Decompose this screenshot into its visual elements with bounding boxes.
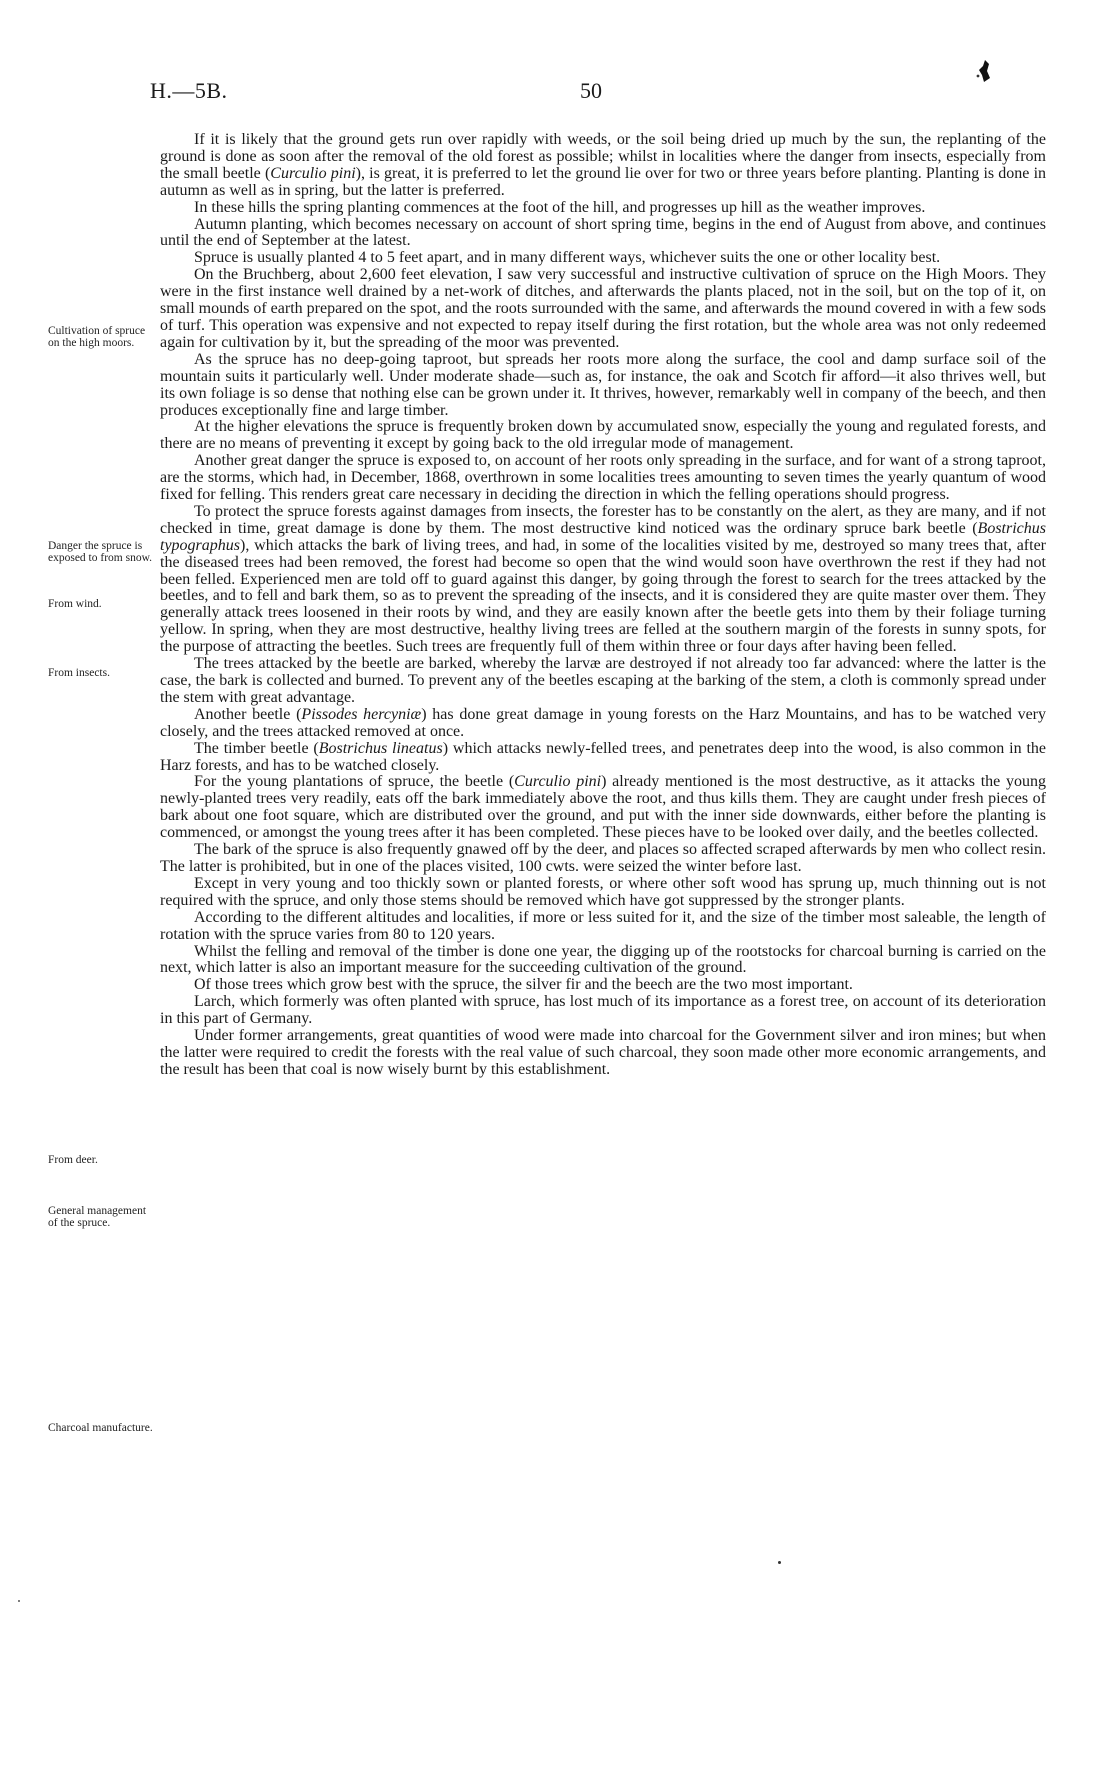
body-paragraph: [160, 419, 1046, 453]
species-name: Curculio pini: [514, 773, 602, 791]
paragraph-text: At the higher elevations the spruce is frequently broken down by accumulated snow, especially the young and regulated forests, and there are no means of preventing it except by going back to the old irregular mode of management.: [160, 418, 1046, 453]
paragraph-text: ), which attacks the bark of living trees, and had, in some of the localities visited by me, destroyed so many trees that, after the diseased trees had been removed, the forest had become so open that the wind would soon have overthrown the rest if they had not been felled. Experienced men are told off to guard against this danger, by going through the forest to search for the trees attacked by the beetles, and to fell and bark them, so as to prevent the spreading of the insects, and it is considered they are quite master over them. They generally attack trees loosened in their roots by wind, and they are easily known after the beetle gets into them by their foliage turning yellow. In spring, when they are most destructive, healthy living trees are felled at the southern margin of the forests in sunny spots, for the purpose of attracting the beetles. Such trees are frequently full of them within three or four days after having been felled.: [160, 536, 1046, 656]
body-paragraph: [160, 217, 1046, 251]
species-name: Bostrichus typographus: [160, 519, 1046, 554]
paragraph-text: In these hills the spring planting commences at the foot of the hill, and progresses up hill as the weather improves.: [194, 198, 926, 216]
paragraph-text: The bark of the spruce is also frequently gnawed off by the deer, and places so affected scraped afterwards by men who collect resin. The latter is prohibited, but in one of the places visited, 100 cwts. were seized the winter before last.: [160, 841, 1046, 875]
paragraph-text: If it is likely that the ground gets run over rapidly with weeds, or the soil being dried up much by the sun, the replanting of the ground is done as soon after the removal of the old forest as possible; whilst in localities where the danger from insects, especially from the small beetle (: [160, 131, 1046, 182]
side-note-deer: From deer.: [48, 1154, 98, 1166]
paragraph-text: The trees attacked by the beetle are barked, whereby the larvæ are destroyed if not already too far advanced: where the latter is the case, the bark is collected and burned. To prevent any of the beetles escaping at the barking of the stem, a cloth is commonly spread under the stem with great advantage.: [160, 655, 1046, 706]
document-code: H.—5B.: [150, 78, 228, 103]
body-paragraph: [160, 200, 1046, 217]
body-paragraph: [160, 977, 1046, 994]
paragraph-text: Another beetle (: [194, 705, 302, 723]
paragraph-text: ) has done great damage in young forests on the Harz Mountains, and has to be watched very closely, and the trees attacked removed at once.: [160, 705, 1047, 740]
paragraph-text: As the spruce has no deep-going taproot, but spreads her roots more along the surface, the cool and damp surface soil of the mountain suits it particularly well. Under moderate shade—such as, for instance, the oak and Scotch fir afford—it also thrives well, but its own foliage is so dense that nothing else can be grown under it. It thrives, however, remarkably well in company of the beech, and then produces exceptionally fine and large timber.: [160, 350, 1046, 419]
body-paragraph: [160, 267, 1046, 352]
body-paragraph: [160, 741, 1046, 775]
stray-dot: [18, 1600, 20, 1602]
side-note-wind: From wind.: [48, 598, 102, 610]
paragraph-text: For the young plantations of spruce, the beetle (: [194, 773, 515, 791]
body-paragraph: [160, 910, 1046, 944]
body-paragraph: [160, 842, 1046, 876]
body-paragraph: [160, 352, 1046, 420]
body-paragraph: [160, 453, 1046, 504]
side-note-insects: From insects.: [48, 667, 110, 679]
body-paragraph: [160, 656, 1046, 707]
paragraph-text: ) already mentioned is the most destructive, as it attacks the young newly-planted trees very readily, eats off the bark immediately above the root, and thus kills them. They are caught under fresh pieces of bark about one foot square, which are distributed over the ground, and put with the inner side downwards, either before the planting is commenced, or amongst the young trees after it has been completed. These pieces have to be looked over daily, and the beetles collected.: [160, 773, 1046, 842]
paragraph-text: Spruce is usually planted 4 to 5 feet apart, and in many different ways, whichever suits the one or other locality best.: [194, 249, 941, 267]
body-paragraph: [160, 250, 1046, 267]
species-name: Bostrichus lineatus: [318, 739, 443, 757]
species-name: Curculio pini: [270, 164, 356, 182]
side-note-management: General management of the spruce.: [48, 1205, 147, 1229]
paragraph-text: Whilst the felling and removal of the timber is done one year, the digging up of the rootstocks for charcoal burning is carried on the next, which latter is also an important measure for the succeeding cultivation of the ground.: [160, 942, 1046, 977]
species-name: Pissodes hercyniæ: [301, 705, 422, 723]
body-paragraph: [160, 876, 1046, 910]
body-paragraph: [160, 504, 1046, 656]
stray-dot: [778, 1561, 781, 1564]
paragraph-text: The timber beetle (: [194, 739, 319, 757]
body-paragraph: [160, 994, 1046, 1028]
paragraph-text: To protect the spruce forests against damages from insects, the forester has to be constantly on the alert, as they are many, and if not checked in time, great damage is done by them. The most destructive kind noticed was the ordinary spruce bark beetle (: [160, 502, 1046, 537]
paragraph-text: On the Bruchberg, about 2,600 feet elevation, I saw very successful and instructive cultivation of spruce on the High Moors. They were in the first instance well drained by a net-work of ditches, and afterwards the plants placed, not in the soil, but on the top of it, on small mounds of earth prepared on the spot, and the roots surrounded with the same, and afterwards the mound covered in with a few sods of turf. This operation was expensive and not expected to repay itself during the first rotation, but the whole area was not only redeemed again for cultivation by it, but the spreading of the moor was prevented.: [160, 266, 1046, 351]
paragraph-text: Of those trees which grow best with the spruce, the silver fir and the beech are the two most important.: [194, 976, 853, 994]
paragraph-text: ) which attacks newly-felled trees, and penetrates deep into the wood, is also common in the Harz forests, and has to be watched closely.: [160, 739, 1047, 774]
paragraph-text: According to the different altitudes and localities, if more or less suited for it, and the size of the timber most saleable, the length of rotation with the spruce varies from 80 to 120 years.: [160, 908, 1046, 943]
paragraph-text: Autumn planting, which becomes necessary on account of short spring time, begins in the end of August from above, and continues until the end of September at the latest.: [160, 215, 1046, 250]
body-paragraph: [160, 1028, 1046, 1079]
paragraph-text: Except in very young and too thickly sown or planted forests, or where other soft wood has sprung up, much thinning out is not required with the spruce, and only those stems should be removed which have got suppressed by the stronger plants.: [160, 874, 1046, 909]
body-paragraph: [160, 132, 1046, 200]
body-text: [160, 132, 1046, 1079]
side-note-charcoal: Charcoal manufacture.: [48, 1422, 153, 1434]
page-number: 50: [580, 78, 602, 103]
paragraph-text: Another great danger the spruce is exposed to, on account of her roots only spreading in the surface, and for want of a strong taproot, are the storms, which had, in December, 1868, overthrown in some localities trees amounting to seven times the yearly quantum of wood fixed for felling. This renders great care necessary in deciding the direction in which the felling operations should progress.: [160, 452, 1046, 504]
body-paragraph: [160, 944, 1046, 978]
body-paragraph: [160, 707, 1046, 741]
body-paragraph: [160, 774, 1046, 842]
paragraph-text: Larch, which formerly was often planted with spruce, has lost much of its importance as a forest tree, on account of its deterioration in this part of Germany.: [160, 993, 1046, 1028]
page-header: [0, 78, 1114, 108]
side-note-danger-snow: Danger the spruce is exposed to from snow.: [48, 540, 153, 564]
side-note-cultivation: Cultivation of spruce on the high moors.: [48, 325, 146, 349]
paragraph-text: Under former arrangements, great quantities of wood were made into charcoal for the Government silver and iron mines; but when the latter were required to credit the forests with the real value of such charcoal, they soon made other more economic arrangements, and the result has been that coal is now wisely burnt by this establishment.: [160, 1027, 1046, 1078]
paragraph-text: ), is great, it is preferred to let the ground lie over for two or three years before planting. Planting is done in autumn as well as in spring, but the latter is preferred.: [160, 164, 1047, 199]
ink-mark-icon: [974, 58, 994, 84]
